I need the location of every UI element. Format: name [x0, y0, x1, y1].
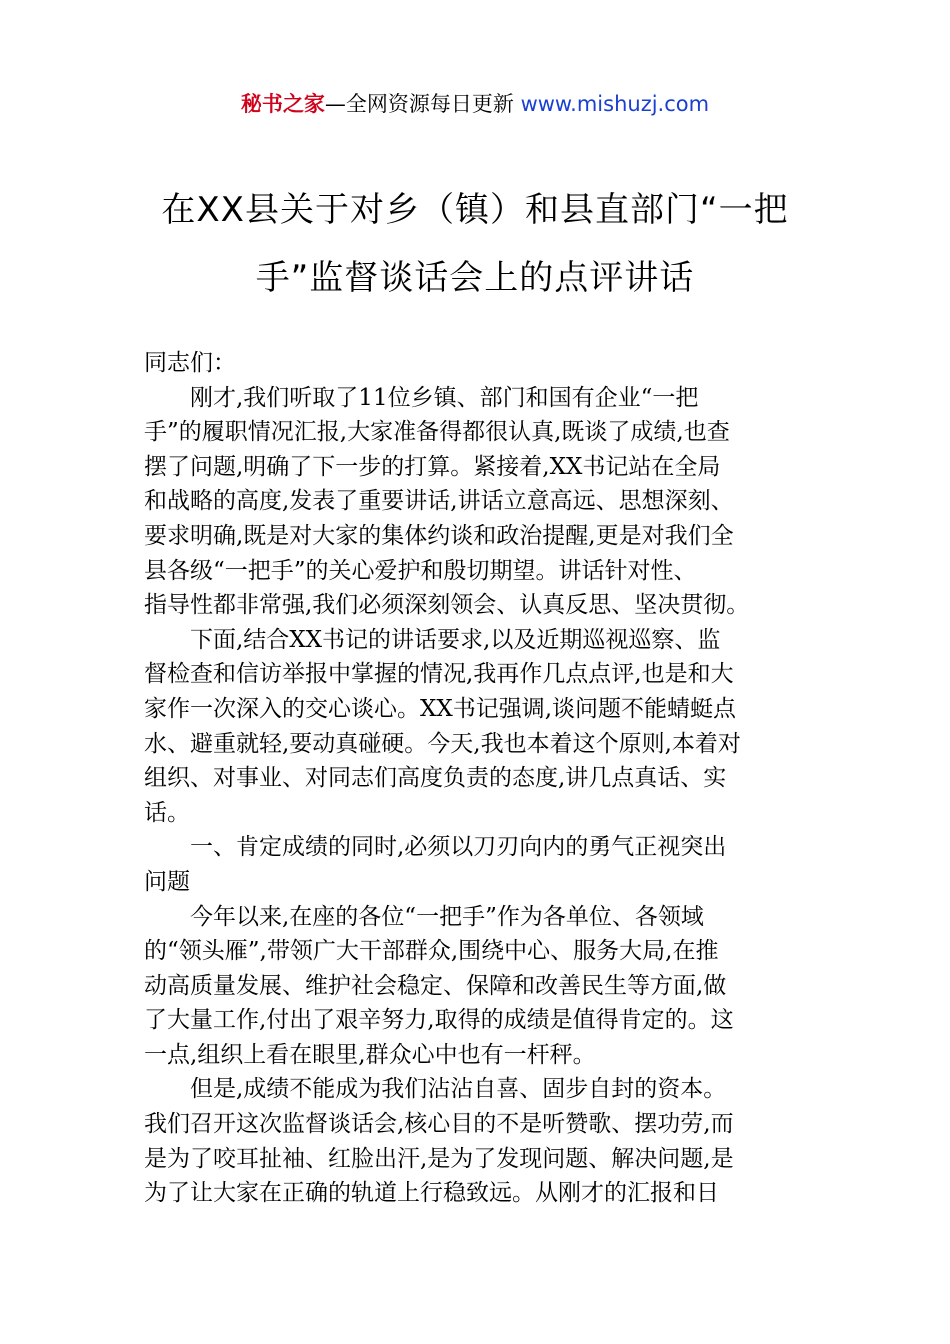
body-line: 组织、对事业、对同志们高度负责的态度,讲几点真话、实: [144, 765, 727, 792]
title-line-2: 手”监督谈话会上的点评讲话: [255, 258, 695, 298]
body-line: 下面,结合XX书记的讲话要求,以及近期巡视巡察、监: [190, 626, 721, 653]
site-banner: [0, 86, 950, 122]
banner-slogan: —全网资源每日更新: [324, 92, 521, 116]
body-line: 但是,成绩不能成为我们沾沾自喜、固步自封的资本。: [190, 1076, 727, 1103]
body-line: 水、避重就轻,要动真碰硬。今天,我也本着这个原则,本着对: [144, 730, 741, 757]
banner-brand: 秘书之家: [240, 92, 325, 116]
title-line-1: 在XX县关于对乡（镇）和县直部门“一把: [161, 190, 789, 230]
body-line: 指导性都非常强,我们必须深刻领会、认真反思、坚决贯彻。: [144, 592, 750, 619]
body-line: 动高质量发展、维护社会稳定、保障和改善民生等方面,做: [144, 972, 727, 999]
section-heading-line: 一、肯定成绩的同时,必须以刀刃向内的勇气正视突出: [190, 834, 727, 861]
section-heading-line: 问题: [144, 868, 190, 895]
body-line: 督检查和信访举报中掌握的情况,我再作几点点评,也是和大: [144, 661, 734, 688]
document-title: [120, 176, 830, 312]
body-line: 要求明确,既是对大家的集体约谈和政治提醒,更是对我们全: [144, 522, 734, 549]
banner-url-link[interactable]: www.mishuzj.com: [520, 92, 710, 116]
body-line: 是为了咬耳扯袖、红脸出汗,是为了发现问题、解决问题,是: [144, 1145, 734, 1172]
body-line: 刚才,我们听取了11位乡镇、部门和国有企业“一把: [190, 384, 699, 411]
body-line: 我们召开这次监督谈话会,核心目的不是听赞歌、摆功劳,而: [144, 1111, 734, 1138]
body-line: 了大量工作,付出了艰辛努力,取得的成绩是值得肯定的。这: [144, 1007, 734, 1034]
body-line: 家作一次深入的交心谈心。XX书记强调,谈问题不能蜻蜓点: [144, 695, 737, 722]
body-line: 一点,组织上看在眼里,群众心中也有一杆秤。: [144, 1041, 596, 1068]
body-line: 的“领头雁”,带领广大干部群众,围绕中心、服务大局,在推: [144, 938, 719, 965]
body-line: 今年以来,在座的各位“一把手”作为各单位、各领域: [190, 903, 704, 930]
body-line: 摆了问题,明确了下一步的打算。紧接着,XX书记站在全局: [144, 453, 721, 480]
body-line: 和战略的高度,发表了重要讲话,讲话立意高远、思想深刻、: [144, 488, 734, 515]
body-line: 县各级“一把手”的关心爱护和殷切期望。讲话针对性、: [144, 557, 697, 584]
body-line: 话。: [144, 799, 190, 826]
document-body: [144, 346, 810, 1211]
salutation: 同志们：: [144, 350, 236, 376]
body-line: 为了让大家在正确的轨道上行稳致远。从刚才的汇报和日: [144, 1180, 719, 1207]
body-line: 手”的履职情况汇报,大家准备得都很认真,既谈了成绩,也查: [144, 419, 730, 446]
